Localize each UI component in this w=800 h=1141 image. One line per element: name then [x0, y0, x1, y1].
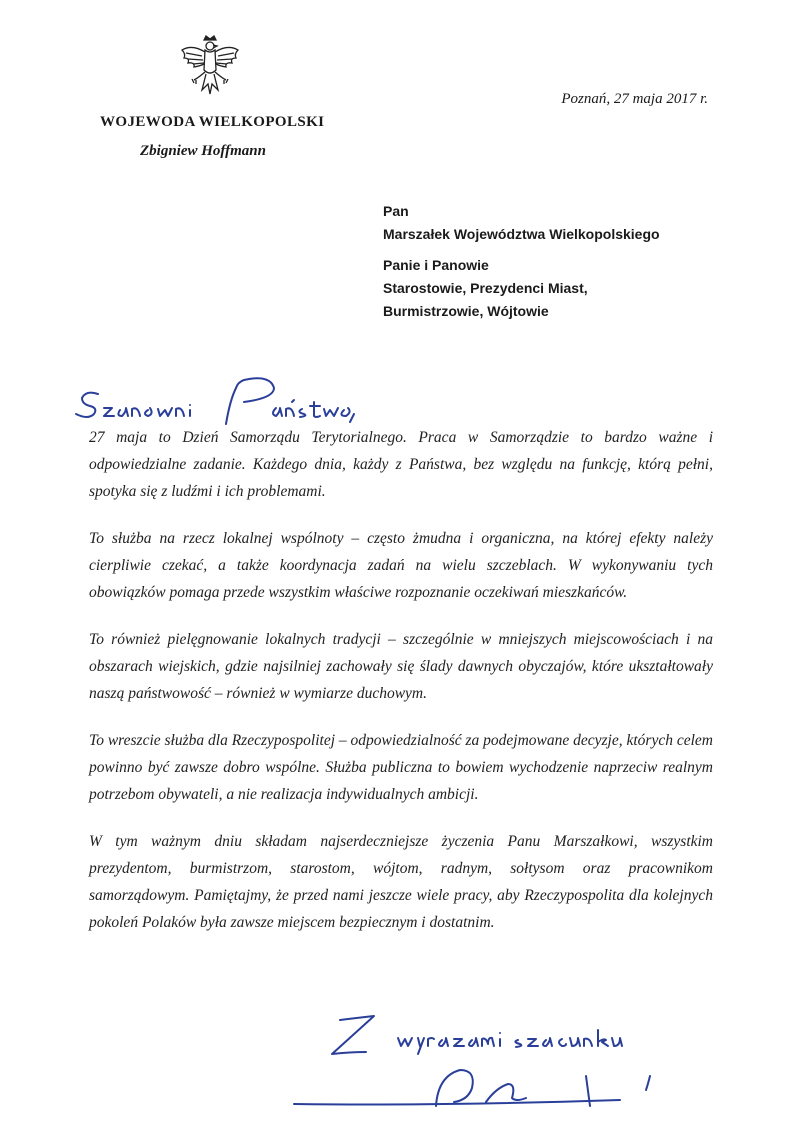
- recipient-line: Burmistrzowie, Wójtowie: [383, 303, 549, 319]
- recipient-block: [383, 254, 660, 323]
- recipients: [383, 200, 660, 331]
- body-paragraph: To również pielęgnowanie lokalnych tradycji – szczególnie w mniejszych miejscowościach i na obszarach wiejskich, gdzie najsilniej zachowały się ślady dawnych obyczajów, które ukształtowały naszą państwowość – również w wymiarze duchowym.: [89, 631, 713, 702]
- recipient-line: Pan: [383, 203, 409, 219]
- handwritten-signature: [290, 1054, 670, 1114]
- letter-date: Poznań, 27 maja 2017 r.: [561, 91, 708, 107]
- official-name: Zbigniew Hoffmann: [140, 143, 266, 159]
- letter-body: [89, 424, 713, 956]
- recipient-block: [383, 200, 660, 246]
- recipient-line: Panie i Panowie: [383, 257, 489, 273]
- office-title: WOJEWODA WIELKOPOLSKI: [100, 114, 325, 130]
- polish-eagle-emblem-icon: [178, 34, 242, 106]
- handwritten-salutation: [68, 372, 368, 428]
- recipient-line: Marszałek Województwa Wielkopolskiego: [383, 226, 660, 242]
- body-paragraph: 27 maja to Dzień Samorządu Terytorialnego. Praca w Samorządzie to bardzo ważne i odpowiedzialne zadanie. Każdego dnia, każdy z Państwa, bez względu na funkcję, którą pełni, spotyka się z ludźmi i ich problemami.: [89, 429, 713, 500]
- body-paragraph: W tym ważnym dniu składam najserdeczniejsze życzenia Panu Marszałkowi, wszystkim prezydentom, burmistrzom, starostom, wójtom, radnym, sołtysom oraz pracownikom samorządowym. Pamiętajmy, że przed nami jeszcze wiele pracy, aby Rzeczypospolita dla kolejnych pokoleń Polaków była zawsze miejscem bezpiecznym i dostatnim.: [89, 833, 713, 931]
- recipient-line: Starostowie, Prezydenci Miast,: [383, 280, 588, 296]
- body-paragraph: To służba na rzecz lokalnej wspólnoty – często żmudna i organiczna, na której efekty należy cierpliwie czekać, a także koordynacja zadań na wielu szczeblach. W wykonywaniu tych obowiązków pomaga przede wszystkim właściwe rozpoznanie oczekiwań mieszkańców.: [89, 530, 713, 601]
- body-paragraph: To wreszcie służba dla Rzeczypospolitej – odpowiedzialność za podejmowane decyzje, których celem powinno być zawsze dobro wspólne. Służba publiczna to bowiem wychodzenie naprzeciw realnym potrzebom obywateli, a nie realizacja indywidualnych ambicji.: [89, 732, 713, 803]
